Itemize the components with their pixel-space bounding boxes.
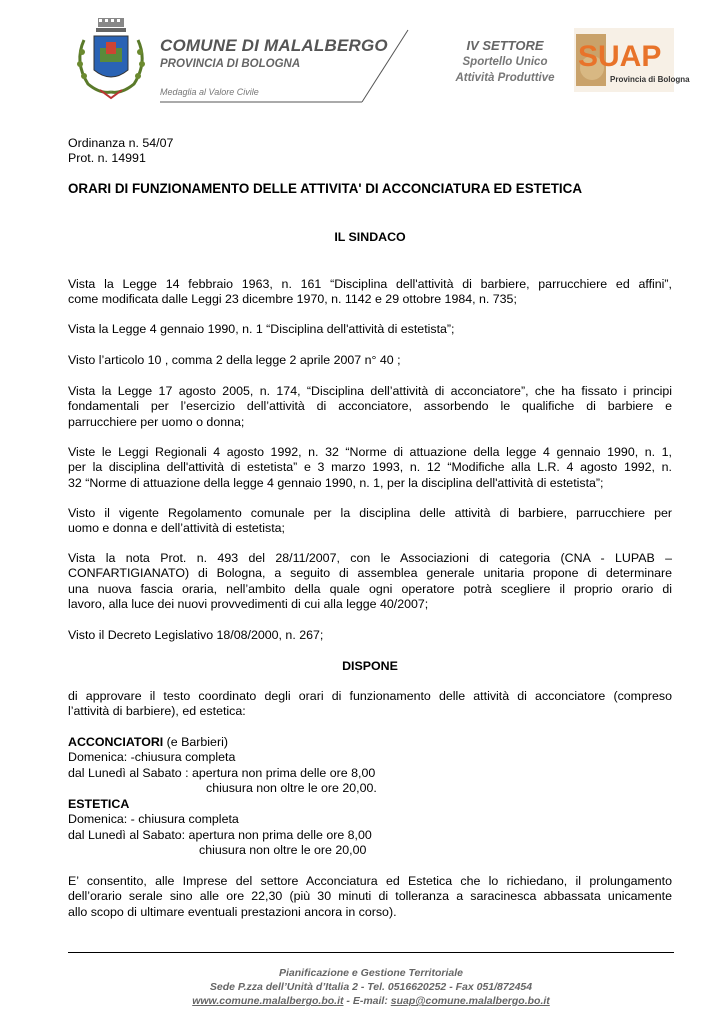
- paragraph-regulation: Visto il vigente Regolamento comunale per la disciplina delle attività di barbiere, parrucchiere per uomo e donna e dell’attività di estetista;: [68, 506, 672, 536]
- email-link[interactable]: suap@comune.malalbergo.bo.it: [390, 995, 550, 1007]
- suap-logo-icon: [574, 28, 690, 92]
- estetica-title: ESTETICA: [68, 797, 130, 811]
- medal-label: Medaglia al Valore Civile: [160, 87, 259, 97]
- sector-title: IV SETTORE: [466, 38, 544, 53]
- dispone-heading: DISPONE: [342, 659, 398, 673]
- municipality-title: COMUNE DI MALALBERGO: [160, 36, 388, 55]
- website-link[interactable]: www.comune.malalbergo.bo.it: [192, 995, 344, 1007]
- footer-department: Pianificazione e Gestione Territoriale: [278, 967, 463, 979]
- ordinance-number: Ordinanza n. 54/07: [68, 136, 174, 150]
- svg-text:SUAP: SUAP: [578, 40, 662, 73]
- svg-text:Provincia di Bologna: Provincia di Bologna: [610, 75, 690, 84]
- footer-contacts: www.comune.malalbergo.bo.it - E-mail: suap@comune.malalbergo.bo.it: [192, 995, 550, 1007]
- paragraph-note: Vista la nota Prot. n. 493 del 28/11/2007, con le Associazioni di categoria (CNA - LUPAB – CONFARTIGIANATO) di Bologna, a seguito di assemblea generale unitaria propone di determinare una nuova fascia oraria, nell’ambito della quale ogni operatore potrà scegliere il proprio orario di lavoro, alla luce dei nuovi provvedimenti di cui alla legge 40/2007;: [68, 551, 672, 612]
- footer-divider: [68, 952, 674, 953]
- estetica-section: ESTETICA Domenica: - chiusura completa dal Lunedì al Sabato: apertura non prima delle ore 8,00 chiusura non oltre le ore 20,00: [68, 797, 672, 859]
- paragraph-approval: di approvare il testo coordinato degli orari di funzionamento delle attività di acconciatore (compreso l’attività di barbiere), ed estetica:: [68, 689, 672, 719]
- paragraph-decree: Visto il Decreto Legislativo 18/08/2000, n. 267;: [68, 628, 324, 642]
- footer-address: Sede P.zza dell’Unità d’Italia 2 - Tel. 0516620252 - Fax 051/872454: [209, 981, 533, 993]
- paragraph-law-1990: Vista la Legge 4 gennaio 1990, n. 1 “Disciplina dell'attività di estetista”;: [68, 322, 455, 336]
- paragraph-regional-laws: Viste le Leggi Regionali 4 agosto 1992, n. 32 “Norme di attuazione della legge 4 gennaio 1990, n. 1, per la disciplina dell'attività di estetista” e 3 marzo 1993, n. 12 “Modifiche alla L.R. 4 agosto 1992, n. 32 “Norme di attuazione della legge 4 gennaio 1990, n. 1, per la disciplina dell'attività di estetista”;: [68, 445, 672, 490]
- sector-line-2: Attività Produttive: [455, 72, 555, 84]
- sector-line-1: Sportello Unico: [462, 56, 548, 68]
- acconciatori-section: ACCONCIATORI (e Barbieri) Domenica: -chiusura completa dal Lunedì al Sabato : apertura non prima delle ore 8,00 chiusura non oltre le ore 20,00.: [68, 735, 377, 796]
- mayor-heading: IL SINDACO: [334, 230, 406, 244]
- province-label: PROVINCIA DI BOLOGNA: [160, 58, 301, 70]
- acconciatori-title: ACCONCIATORI: [68, 735, 164, 749]
- document-heading: ORARI DI FUNZIONAMENTO DELLE ATTIVITA' DI ACCONCIATURA ED ESTETICA: [68, 181, 582, 196]
- protocol-number: Prot. n. 14991: [68, 151, 146, 165]
- paragraph-extension: E’ consentito, alle Imprese del settore Acconciatura ed Estetica che lo richiedano, il prolungamento dell’orario serale sino alle ore 22,30 (più 30 minuti di tolleranza a saracinesca abbassata unicamente allo scopo di ultimare eventuali prestazioni ancora in corso).: [68, 874, 672, 919]
- paragraph-law-1963: Vista la Legge 14 febbraio 1963, n. 161 “Disciplina dell'attività di barbiere, parrucchiere ed affini”, come modificata dalle Leggi 23 dicembre 1970, n. 1142 e 29 ottobre 1984, n. 735;: [68, 277, 672, 307]
- paragraph-law-2005: Vista la Legge 17 agosto 2005, n. 174, “Disciplina dell’attività di acconciatore”, che ha fissato i principi fondamentali per l’esercizio dell’attività di acconciatore, assorbendo le qualifiche di barbiere e parrucchiere per uomo o donna;: [68, 384, 672, 429]
- paragraph-article-10: Visto l’articolo 10 , comma 2 della legge 2 aprile 2007 n° 40 ;: [68, 353, 401, 367]
